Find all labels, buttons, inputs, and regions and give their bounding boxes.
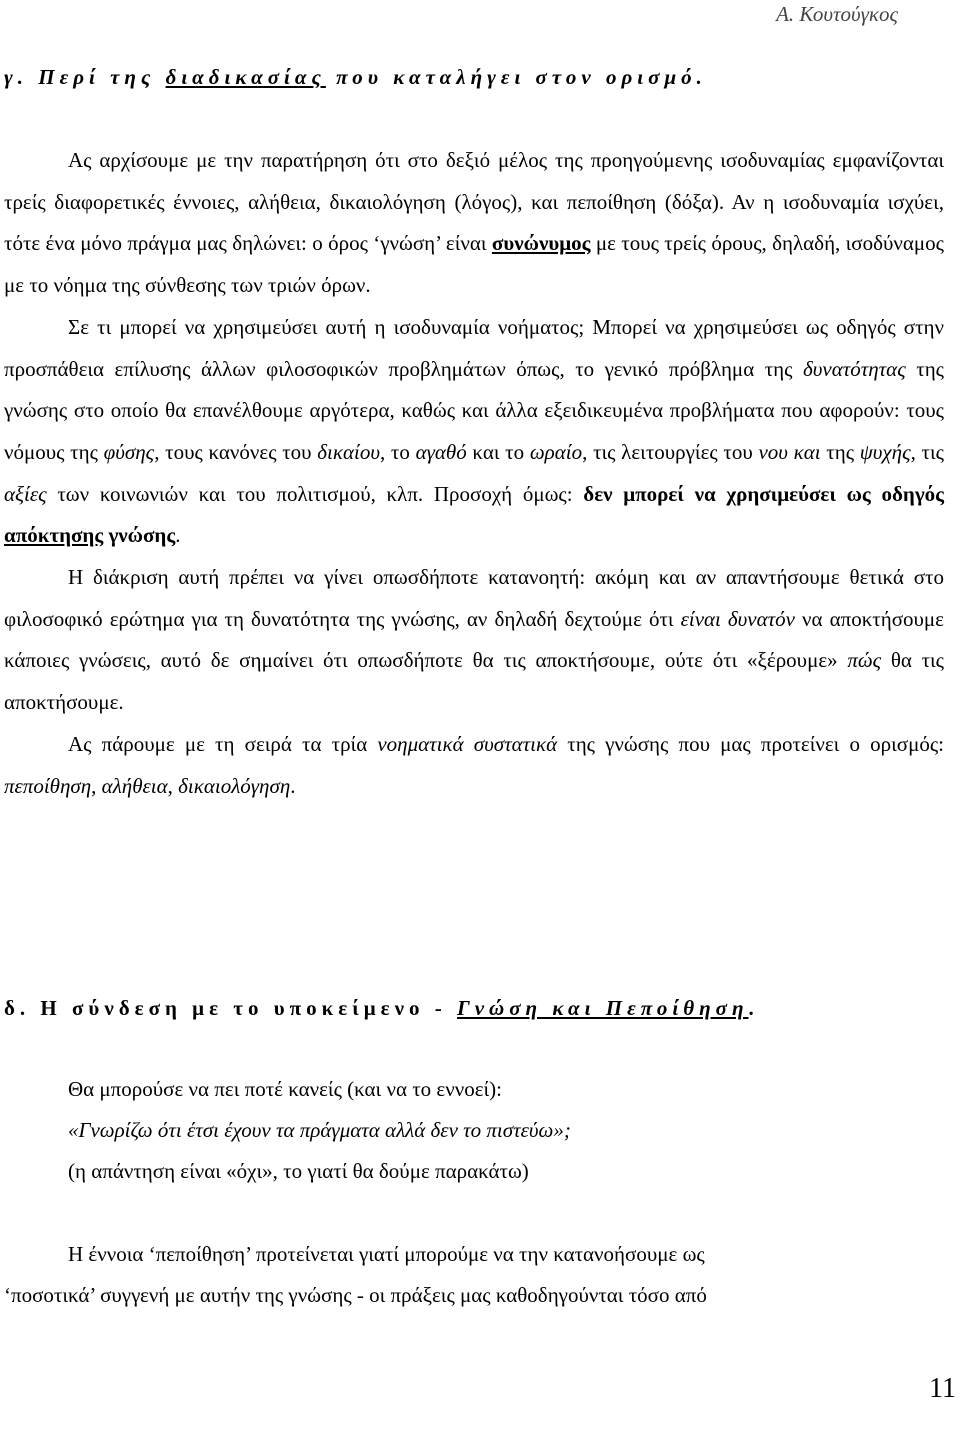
italic-term: αγαθό [415, 439, 467, 464]
text-run: της [820, 439, 860, 464]
text-run: , τις λειτουργίες του [582, 439, 759, 464]
section-heading-d [4, 994, 759, 1022]
text-run: Ας αρχίσουμε με την παρατήρηση ότι στο δεξιό μέλος της προηγούμενης ισοδυναμίας εμφανίζονται τρείς διαφορετικές έννοιες, αλήθεια, δικαιολόγηση (λόγος), και πεποίθηση (δόξα). Αν η ισοδυναμία ισχύει, τότε ένα μόνο πράγμα μας δηλώνει: ο όρος ‘γνώση’ είναι [4, 148, 944, 256]
paragraph-4 [4, 724, 944, 807]
concept-line-1: Η έννοια ‘πεποίθηση’ προτείνεται γιατί μπορούμε να την κατανοήσουμε ως [68, 1242, 705, 1266]
text-run: και το [466, 439, 530, 464]
text-run: , τους κανόνες του [154, 439, 318, 464]
paragraph-1 [4, 140, 944, 307]
italic-term: αξίες [4, 481, 47, 506]
section-heading-c [4, 63, 707, 91]
italic-term: δυνατότητας [802, 356, 906, 381]
text-run: με τους τρείς όρους, δηλαδή, ισοδύναμος με το νόημα της σύνθεσης των τριών όρων. [4, 231, 944, 298]
text-run: να αποκτήσουμε κάποιες γνώσεις, αυτό δε σημαίνει ότι οπωσδήποτε θα τις αποκτήσουμε, ούτε ότι «ξέρουμε» [4, 606, 944, 673]
text-run: Ας πάρουμε με τη σειρά τα τρία [68, 731, 378, 756]
text-run: Η διάκριση αυτή πρέπει να γίνει οπωσδήποτε κατανοητή: ακόμη και αν απαντήσουμε θετικά στο φιλοσοφικό ερώτημα για τη δυνατότητα της γνώσης, αν δηλαδή δεχτούμε ότι [4, 565, 944, 631]
text-run: , το [379, 439, 416, 464]
text-run: Σε τι μπορεί να χρησιμεύσει αυτή η ισοδυναμία νοήματος; Μπορεί να χρησιμεύσει ως οδηγός στην προσπάθεια επίλυσης άλλων φιλοσοφικών προβλημάτων όπως, το γενικό πρόβλημα της [4, 314, 944, 381]
italic-term: δικαιολόγηση [178, 773, 291, 798]
body-text-block [4, 140, 944, 807]
section-title-underlined: διαδικασίας [165, 65, 326, 89]
italic-term: δικαίου [317, 439, 380, 464]
italic-term: είναι δυνατόν [680, 606, 795, 631]
quoted-question-line: «Γνωρίζω ότι έτσι έχουν τα πράγματα αλλά δεν το πιστεύω»; [68, 1118, 571, 1142]
section-title-pre: Περί της [38, 65, 166, 89]
italic-term: ψυχής [859, 439, 911, 464]
section-title-end: . [748, 996, 759, 1020]
italic-term: νοηματικά συστατικά [377, 731, 558, 756]
text-run: , [91, 773, 102, 798]
bold-phrase: δεν μπορεί να χρησιμεύσει ως οδηγός [583, 481, 944, 506]
bold-underlined-term: συνώνυμος [491, 231, 591, 256]
text-run: . [290, 773, 296, 798]
text-run: της γνώσης που μας προτείνει ο ορισμός: [557, 731, 944, 756]
section-title-plain: Η σύνδεση με το υποκείμενο - [40, 996, 458, 1020]
text-run: . [175, 523, 181, 548]
bold-phrase: γνώσης [103, 523, 176, 548]
question-intro-line: Θα μπορούσε να πει ποτέ κανείς (και να το εννοεί): [68, 1077, 502, 1101]
text-run: , τις [910, 439, 944, 464]
italic-term: νου και [758, 439, 821, 464]
text-run: των κοινωνιών και του πολιτισμού, κλπ. Προσοχή όμως: [46, 481, 584, 506]
paragraph-2 [4, 307, 944, 557]
paragraph-3 [4, 557, 944, 724]
text-run: , [167, 773, 179, 798]
section-title-post: που καταλήγει στον ορισμό. [325, 65, 707, 89]
italic-term: πώς [847, 648, 882, 673]
text-run: θα τις αποκτήσουμε. [4, 648, 944, 715]
italic-term: πεποίθηση [4, 773, 92, 798]
concept-line-2: ‘ποσοτικά’ συγγενή με αυτήν της γνώσης - οι πράξεις μας καθοδηγούνται τόσο από [4, 1283, 707, 1307]
bold-underlined-term: απόκτησης [4, 523, 104, 548]
italic-term: φύσης [103, 439, 155, 464]
section-label: γ. [4, 65, 28, 89]
italic-term: αλήθεια [101, 773, 168, 798]
text-run: της γνώσης στο οποίο θα επανέλθουμε αργότερα, καθώς και άλλα εξειδικευμένα προβλήματα που αφορούν: τους νόμους της [4, 356, 944, 464]
answer-note-line: (η απάντηση είναι «όχι», το γιατί θα δούμε παρακάτω) [68, 1159, 529, 1183]
section-title-italic: Γνώση και Πεποίθηση [457, 996, 749, 1020]
page-number: 11 [929, 1373, 956, 1404]
section-label: δ. [4, 996, 31, 1020]
author-header: Α. Κουτούγκος [776, 2, 898, 26]
italic-term: ωραίο [529, 439, 583, 464]
